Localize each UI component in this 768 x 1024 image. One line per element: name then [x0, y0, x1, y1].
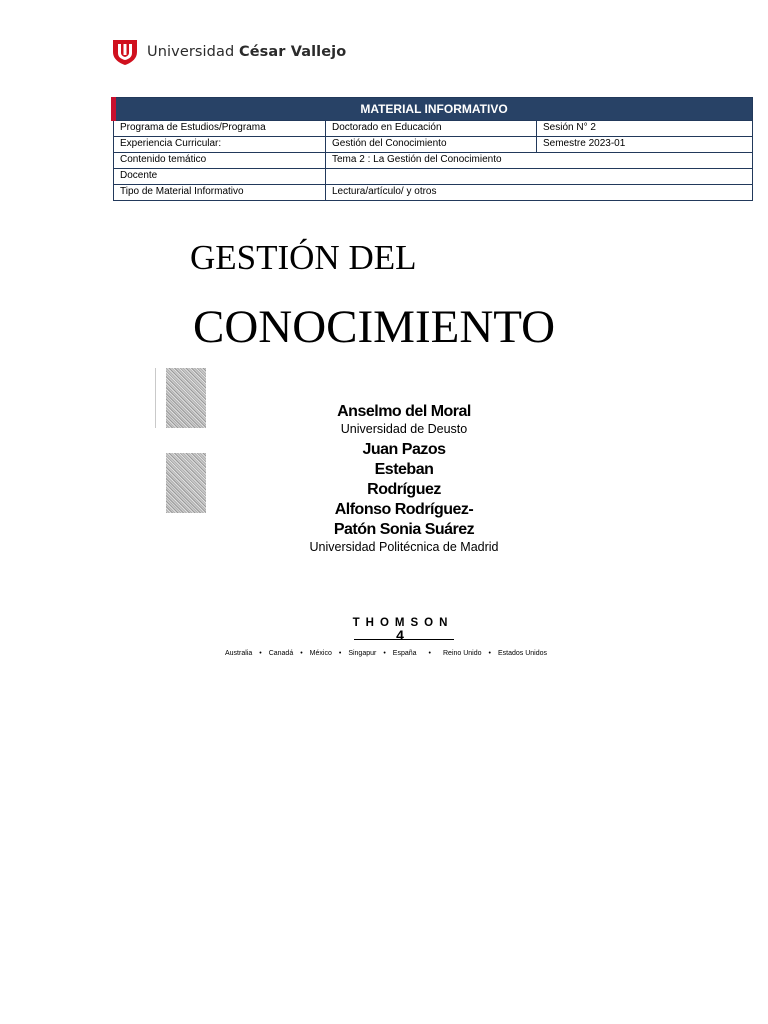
country-item: Reino Unido: [443, 650, 482, 657]
author-name: Patón Sonia Suárez: [333, 521, 475, 538]
book-title-line2: CONOCIMIENTO: [193, 301, 556, 353]
row-extra: Sesión N° 2: [537, 121, 753, 137]
author-name: Esteban: [374, 461, 434, 478]
bullet-icon: •: [259, 650, 262, 657]
author-name: Rodríguez: [367, 481, 441, 498]
row-label: Docente: [114, 169, 326, 185]
author-list: [254, 402, 554, 554]
publisher-rule: [354, 639, 454, 640]
table-row: [114, 185, 753, 201]
country-list: [225, 650, 547, 657]
scanned-image: [166, 368, 206, 428]
table-row: [114, 169, 753, 185]
row-value: Lectura/artículo/ y otros: [326, 185, 753, 201]
info-table: [111, 97, 753, 201]
author-affiliation: Universidad de Deusto: [340, 422, 468, 436]
publisher-logo: [330, 617, 470, 641]
scan-artifact: [155, 368, 156, 428]
row-label: Tipo de Material Informativo: [114, 185, 326, 201]
country-item: Estados Unidos: [497, 650, 548, 657]
country-item: España: [392, 650, 417, 657]
table-row: [114, 153, 753, 169]
country-item: Canadá: [268, 650, 294, 657]
bullet-icon: •: [300, 650, 303, 657]
bullet-icon: •: [338, 650, 342, 657]
author-affiliation: Universidad Politécnica de Madrid: [309, 540, 499, 554]
row-value: Gestión del Conocimiento: [326, 137, 537, 153]
row-value: [326, 169, 753, 185]
university-shield-icon: [111, 38, 139, 66]
publisher-name: THOMSON: [352, 617, 454, 629]
row-extra: Semestre 2023-01: [537, 137, 753, 153]
publisher-mark: 4: [396, 627, 404, 643]
row-label: Contenido temático: [114, 153, 326, 169]
university-name: Universidad César Vallejo: [147, 44, 347, 60]
bullet-icon: •: [428, 650, 431, 657]
scanned-image: [166, 453, 206, 513]
bullet-icon: •: [383, 650, 386, 657]
table-row: [114, 137, 753, 153]
info-table-title: MATERIAL INFORMATIVO: [114, 98, 753, 121]
author-name: Alfonso Rodríguez-: [334, 501, 474, 518]
book-title-line1: GESTIÓN DEL: [190, 238, 417, 277]
country-item: Singapur: [348, 650, 377, 657]
university-logo: [111, 38, 346, 66]
row-label: Experiencia Curricular:: [114, 137, 326, 153]
author-name: Juan Pazos: [362, 441, 446, 458]
author-name: Anselmo del Moral: [337, 403, 471, 420]
country-item: México: [309, 650, 332, 657]
row-value: Tema 2 : La Gestión del Conocimiento: [326, 153, 753, 169]
country-item: Australia: [225, 650, 253, 657]
row-label: Programa de Estudios/Programa: [114, 121, 326, 137]
bullet-icon: •: [488, 650, 491, 657]
row-value: Doctorado en Educación: [326, 121, 537, 137]
table-row: [114, 121, 753, 137]
